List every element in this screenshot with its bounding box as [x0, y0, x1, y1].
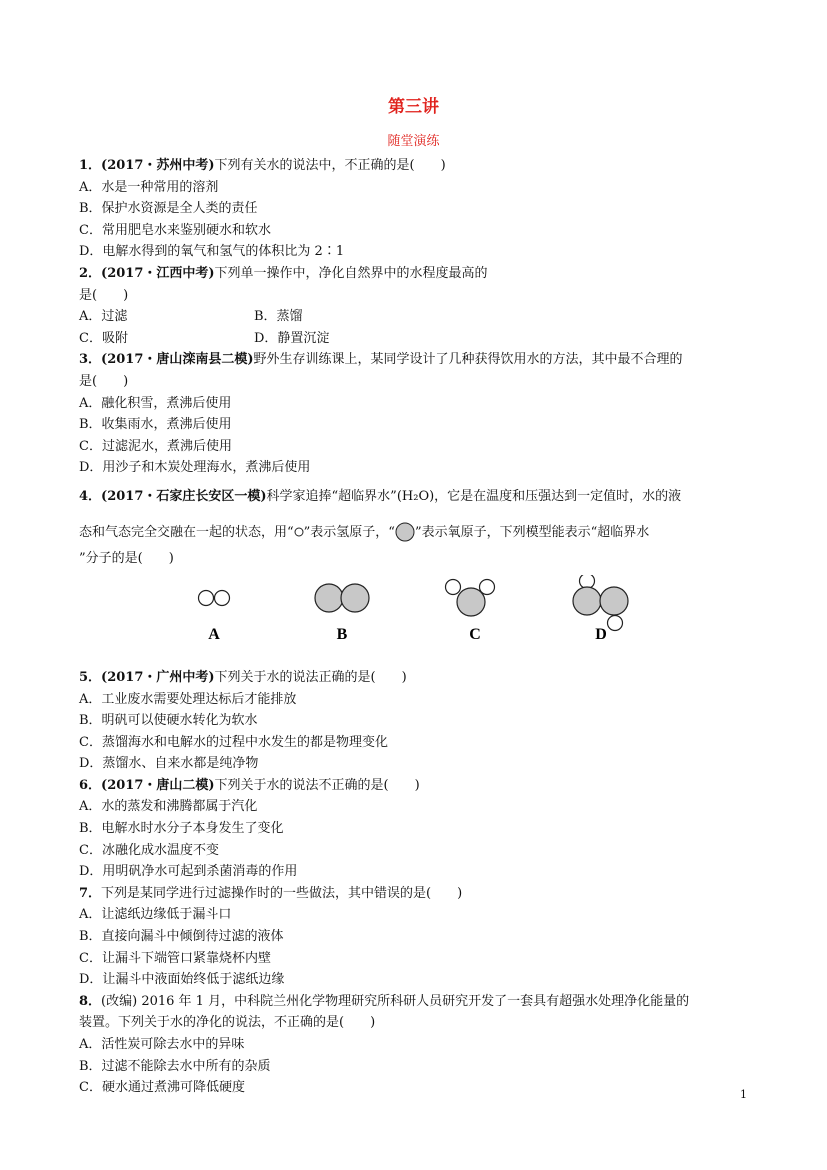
- option-c: C．让漏斗下端管口紧靠烧杯内壁: [79, 950, 271, 966]
- option-a: A．融化积雪，煮沸后使用: [79, 395, 232, 411]
- question-4: [79, 479, 759, 663]
- model-a: [199, 590, 230, 605]
- question-source: (2017・唐山二模): [101, 777, 215, 793]
- question-2: [79, 263, 759, 349]
- model-label-c: C: [469, 625, 481, 643]
- molecule-models: [79, 575, 759, 663]
- question-1: [79, 155, 759, 263]
- question-number: 6．: [79, 777, 102, 793]
- question-7: [79, 883, 759, 991]
- question-stem: 下列关于水的说法不正确的是( ): [214, 777, 420, 793]
- option-d: D．电解水得到的氧气和氢气的体积比为 2∶1: [79, 244, 345, 260]
- option-b: B．保护水资源是全人类的责任: [79, 201, 258, 217]
- question-number: 8．: [79, 993, 102, 1009]
- question-stem-cont: 装置。下列关于水的净化的说法，不正确的是( ): [79, 1015, 376, 1031]
- option-d: D．蒸馏水、自来水都是纯净物: [79, 756, 259, 772]
- option-d: D．静置沉淀: [254, 330, 330, 346]
- option-c: C．常用肥皂水来鉴别硬水和软水: [79, 222, 271, 238]
- question-source: (2017・苏州中考): [101, 158, 215, 173]
- oxygen-atom-icon: [395, 522, 415, 542]
- question-stem: 下列关于水的说法正确的是( ): [214, 669, 407, 685]
- question-number: 3．: [79, 352, 102, 368]
- hydrogen-atom-icon: [294, 527, 304, 537]
- page-subtitle: 随堂演练: [387, 134, 440, 149]
- question-stem: 科学家追捧“超临界水”(H₂O)，它是在温度和压强达到一定值时，水的液: [266, 488, 682, 504]
- option-a: A．活性炭可除去水中的异味: [79, 1037, 245, 1052]
- option-b: B．直接向漏斗中倾倒待过滤的液体: [79, 929, 284, 945]
- molecule-figure: [79, 575, 759, 663]
- page-number: 1: [740, 1088, 747, 1101]
- question-stem-cont: ”分子的是( ): [79, 550, 174, 566]
- question-stem: (改编) 2016 年 1 月，中科院兰州化学物理研究所科研人员研究开发了一套具有超强水处理净化能量的: [101, 993, 690, 1009]
- option-a: A．过滤: [79, 309, 128, 325]
- option-d: D．让漏斗中液面始终低于滤纸边缘: [79, 972, 285, 988]
- question-source: (2017・江西中考): [101, 265, 215, 281]
- question-stem-cont: 态和气态完全交融在一起的状态，用“: [79, 524, 294, 540]
- question-stem-cont: 是( ): [79, 373, 129, 389]
- option-a: A．工业废水需要处理达标后才能排放: [79, 691, 297, 707]
- question-number: 5．: [79, 669, 102, 685]
- question-3: [79, 349, 759, 479]
- question-number: 4．: [79, 488, 102, 504]
- model-label-d: D: [595, 625, 607, 643]
- question-5: [79, 667, 759, 775]
- option-d: D．用沙子和木炭处理海水，煮沸后使用: [79, 460, 311, 476]
- question-stem: 野外生存训练课上，某同学设计了几种获得饮用水的方法，其中最不合理的: [253, 352, 683, 368]
- question-stem: 下列有关水的说法中，不正确的是( ): [214, 158, 446, 173]
- option-b: B．电解水时水分子本身发生了变化: [79, 821, 284, 837]
- option-d: D．用明矾净水可起到杀菌消毒的作用: [79, 864, 298, 880]
- question-source: (2017・石家庄长安区一模): [101, 488, 267, 504]
- question-stem: 下列单一操作中，净化自然界中的水程度最高的: [214, 265, 488, 281]
- option-b: B．蒸馏: [254, 309, 303, 325]
- option-b: B．过滤不能除去水中所有的杂质: [79, 1058, 271, 1074]
- model-c: [446, 579, 495, 616]
- option-b: B．收集雨水，煮沸后使用: [79, 417, 232, 433]
- model-label-b: B: [336, 625, 348, 643]
- question-number: 1．: [79, 158, 102, 173]
- model-label-a: A: [208, 625, 220, 643]
- option-c: C．过滤泥水，煮沸后使用: [79, 438, 232, 454]
- option-a: A．水的蒸发和沸腾都属于汽化: [79, 799, 258, 815]
- question-stem: 下列是某同学进行过滤操作时的一些做法，其中错误的是( ): [101, 885, 463, 901]
- question-source: (2017・唐山滦南县二模): [101, 352, 254, 368]
- option-b: B．明矾可以使硬水转化为软水: [79, 713, 258, 729]
- page-title: 第三讲: [388, 97, 439, 117]
- question-list: [79, 155, 759, 1099]
- question-stem-cont: 是( ): [79, 287, 129, 303]
- option-c: C．吸附: [79, 330, 128, 346]
- option-a: A．水是一种常用的溶剂: [79, 179, 219, 195]
- question-number: 2．: [79, 265, 102, 281]
- option-c: C．冰融化成水温度不变: [79, 842, 219, 858]
- option-a: A．让滤纸边缘低于漏斗口: [79, 907, 232, 923]
- model-b: [315, 584, 369, 612]
- question-source: (2017・广州中考): [101, 669, 215, 685]
- option-c: C．蒸馏海水和电解水的过程中水发生的都是物理变化: [79, 734, 388, 750]
- question-8: [79, 991, 759, 1099]
- question-stem-cont: ”表示氢原子，“: [303, 524, 395, 540]
- option-c: C．硬水通过煮沸可降低硬度: [79, 1080, 245, 1096]
- model-d: [573, 575, 628, 631]
- question-6: [79, 775, 759, 883]
- question-stem-cont: ”表示氧原子，下列模型能表示“超临界水: [414, 524, 650, 540]
- question-number: 7．: [79, 885, 102, 901]
